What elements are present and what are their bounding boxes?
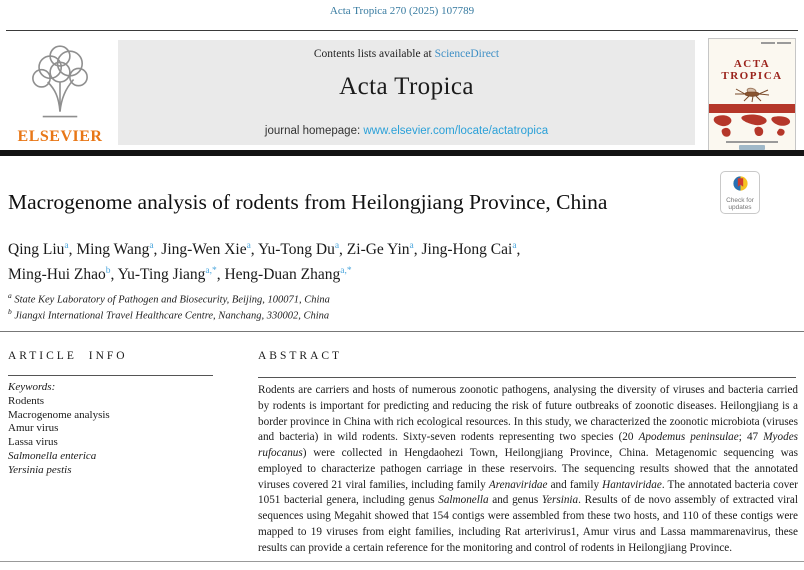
elsevier-tree-icon xyxy=(23,39,97,125)
mosquito-icon xyxy=(732,85,772,103)
running-head-citation: Acta Tropica 270 (2025) 107789 xyxy=(329,5,475,17)
keywords-block xyxy=(8,381,110,478)
contents-line xyxy=(118,48,695,60)
journal-cover-thumbnail[interactable] xyxy=(708,38,796,152)
badge-label: Check for updates xyxy=(726,197,754,211)
keyword-item: Macrogenome analysis xyxy=(8,408,110,421)
contents-prefix: Contents lists available at xyxy=(313,48,435,60)
affiliations xyxy=(8,290,330,321)
article-title: Macrogenome analysis of rodents from Heilongjiang Province, China xyxy=(8,190,608,214)
abstract-text: Rodents are carriers and hosts of numerous zoonotic pathogens, analysing the diversity of viruses and bacteria carried by rodents is important for predicting and reducing the risk of future outbreaks of zoonotic diseases. Heilongjiang is a border province in China with rich ecological resources. In this study, we characterized the zoonotic microbiota (viruses and bacteria) in wild rodents. Sixty-seven rodents representing two species (20 Apodemus peninsulae; 47 Myodes rufocanus) were collected in Hengdaohezi Town, Heilongjiang Province, China. Metagenomic sequencing was employed to characterize pathogen carriage in these reservoirs. The sequencing results showed that the annotated viruses covered 21 viral families, including family Arenaviridae and family Hantaviridae. The annotated bacteria cover 1051 bacterial genera, including genus Salmonella and genus Yersinia. Results of de novo assembly of extracted viral sequences using Megahit showed that 154 contigs were assembled from these two hosts, and 110 of these contigs were mapped to 19 viruses from eight families, including Rat arterivirus1, Amur virus and Lassa mammarenavirus, these results can provide a certain reference for the monitoring and control of rodents in Heilongjiang Province. xyxy=(258,384,799,554)
journal-name: Acta Tropica xyxy=(339,73,474,100)
footer-rule xyxy=(0,561,804,562)
keyword-item: Lassa virus xyxy=(8,436,58,449)
affiliation-b: $^b$ Jiangxi International Travel Healthcare Centre, Nanchang, 330002, China xyxy=(8,306,330,321)
keyword-item: Amur virus xyxy=(8,422,59,435)
header-divider-bar xyxy=(0,150,804,156)
homepage-line xyxy=(118,125,695,137)
cover-red-band xyxy=(709,104,795,113)
keyword-item: Rodents xyxy=(8,394,45,407)
homepage-prefix: journal homepage: xyxy=(264,125,364,137)
abstract-rule xyxy=(258,377,796,378)
check-for-updates-badge[interactable] xyxy=(720,171,760,214)
abstract-header: ABSTRACT xyxy=(258,350,343,362)
author-line-2: Ming-Hui Zhao$^b$, Yu-Ting Jiang$^{a,*}$, Heng-Duan Zhang$^{a,*}$ xyxy=(8,265,352,283)
elsevier-logo[interactable] xyxy=(8,39,112,149)
author-list xyxy=(8,236,520,285)
keywords-label: Keywords: xyxy=(8,381,56,393)
cover-title: ACTA TROPICA xyxy=(721,58,783,82)
top-rule xyxy=(6,30,798,31)
crossmark-icon xyxy=(732,175,749,192)
cover-footer-marks xyxy=(709,141,795,150)
keyword-item: Salmonella enterica xyxy=(8,449,97,462)
affiliation-a: $^a$ State Key Laboratory of Pathogen and Biosecurity, Beijing, 100071, China xyxy=(8,291,330,306)
article-info-rule xyxy=(8,375,213,376)
elsevier-wordmark: ELSEVIER xyxy=(17,128,103,145)
section-divider-rule xyxy=(0,331,804,332)
sciencedirect-link[interactable]: ScienceDirect xyxy=(434,48,500,60)
homepage-link[interactable]: www.elsevier.com/locate/actatropica xyxy=(363,125,549,137)
cover-meta-lines xyxy=(709,42,791,50)
keyword-item: Yersinia pestis xyxy=(8,463,72,476)
author-line-1: Qing Liu$^a$, Ming Wang$^a$, Jing-Wen Xie$^a$, Yu-Tong Du$^a$, Zi-Ge Yin$^a$, Jing-Hong Cai$^a$, xyxy=(8,241,521,259)
journal-banner xyxy=(118,40,695,145)
cover-world-map xyxy=(709,113,795,139)
article-info-header: ARTICLE INFO xyxy=(8,350,128,362)
